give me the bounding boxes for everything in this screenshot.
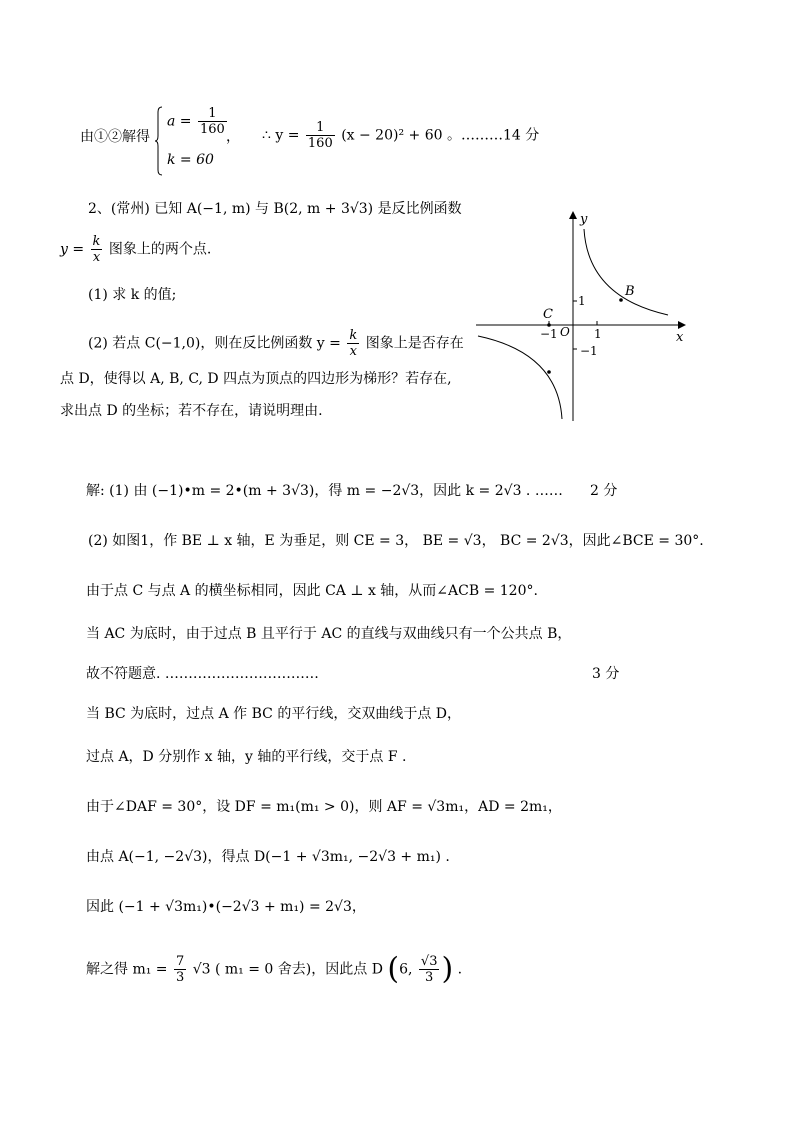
point-b-label: B [625, 284, 635, 299]
y-tick-pos-label: 1 [578, 294, 586, 308]
origin-label: O [560, 325, 570, 339]
question-2: (2) 若点 C(−1,0)，则在反比例函数 y = $\frac{k}{x}$ 图象上是否存在 [88, 328, 464, 359]
a-equation-lhs: a = [167, 113, 192, 130]
solution-line-11: 解之得 m₁ = $\frac{7}{3}$ √3 ( m₁ = 0 舍去)，因此点 D (6, $\frac{√3}{3}$ ) . [86, 951, 463, 987]
solution-line-6: 当 BC 为底时，过点 A 作 BC 的平行线，交双曲线于点 D， [86, 706, 462, 722]
solution-line-5: 故不符题意. …………………………… [86, 666, 319, 682]
parabola-equation: ∴ y = $\frac{1}{160}$ (x − 20)² + 60 。………14 分 [262, 120, 540, 151]
point-d-result: ( [387, 951, 400, 987]
y-axis-arrow [569, 211, 577, 219]
solution-line-1: 解: (1) 由 (−1)•m = 2•(m + 3√3)，得 m = −2√3，因此 k = 2√3 . …… [86, 483, 563, 499]
solution-line-10: 因此 (−1 + √3m₁)•(−2√3 + m₁) = 2√3， [86, 899, 366, 915]
hyperbola-branch-q3 [478, 336, 562, 419]
solution-line-2: (2) 如图1，作 BE ⊥ x 轴，E 为垂足，则 CE = 3， BE = √3， BC = 2√3，因此∠BCE = 30°. [88, 533, 704, 549]
m1-fraction: $\frac{7}{3}$ [175, 954, 185, 985]
solution-line-7: 过点 A，D 分别作 x 轴，y 轴的平行线，交于点 F . [86, 749, 407, 765]
equation-system [155, 106, 235, 176]
x-tick-pos-label: 1 [594, 327, 602, 341]
y-tick-neg-label: −1 [580, 344, 598, 358]
solution-line-4: 当 AC 为底时，由于过点 B 且平行于 AC 的直线与双曲线只有一个公共点 B， [86, 626, 572, 642]
score-3: 3 分 [592, 666, 620, 682]
brace-icon [155, 106, 163, 176]
y-axis-label: y [580, 212, 588, 227]
solution-line-3: 由于点 C 与点 A 的横坐标相同，因此 CA ⊥ x 轴，从而∠ACB = 120°. [86, 583, 538, 599]
x-axis-arrow [678, 321, 686, 329]
hyperbola-branch-q1 [584, 229, 668, 315]
problem-line-5: 点 D，使得以 A, B, C, D 四点为顶点的四边形为梯形？若存在, [60, 371, 452, 387]
point-d-fraction: $\frac{√3}{3}$ [420, 954, 438, 985]
x-tick-neg-label: −1 [540, 327, 558, 341]
hyperbola-graph [470, 205, 700, 427]
k-over-x-fraction-2: $\frac{k}{x}$ [349, 328, 358, 359]
k-over-x-fraction: $\frac{k}{x}$ [92, 234, 101, 265]
solution-line-9: 由点 A(−1, −2√3)，得点 D(−1 + √3m₁, −2√3 + m₁) . [86, 849, 450, 865]
problem-line-6: 求出点 D 的坐标；若不存在，请说明理由. [60, 403, 323, 419]
problem-line-2: y = $\frac{k}{x}$ 图象上的两个点. [60, 234, 212, 265]
x-axis-label: x [676, 330, 684, 345]
question-1: (1) 求 k 的值; [88, 287, 177, 303]
point-a [547, 370, 551, 374]
a-fraction: $\frac{1}{160}$ [199, 106, 225, 137]
parabola-fraction: $\frac{1}{160}$ [307, 120, 333, 151]
k-equation: k = 60 [167, 152, 214, 168]
point-b [619, 298, 623, 302]
score-2: 2 分 [590, 483, 618, 499]
system-prefix: 由①②解得 [80, 129, 150, 145]
system-comma: ， [226, 129, 240, 145]
solution-line-8: 由于∠DAF = 30°，设 DF = m₁(m₁ > 0)，则 AF = √3m₁，AD = 2m₁， [86, 799, 562, 815]
problem-line-1: 2、(常州) 已知 A(−1, m) 与 B(2, m + 3√3) 是反比例函数 [88, 201, 462, 217]
point-c-label: C [543, 307, 553, 322]
